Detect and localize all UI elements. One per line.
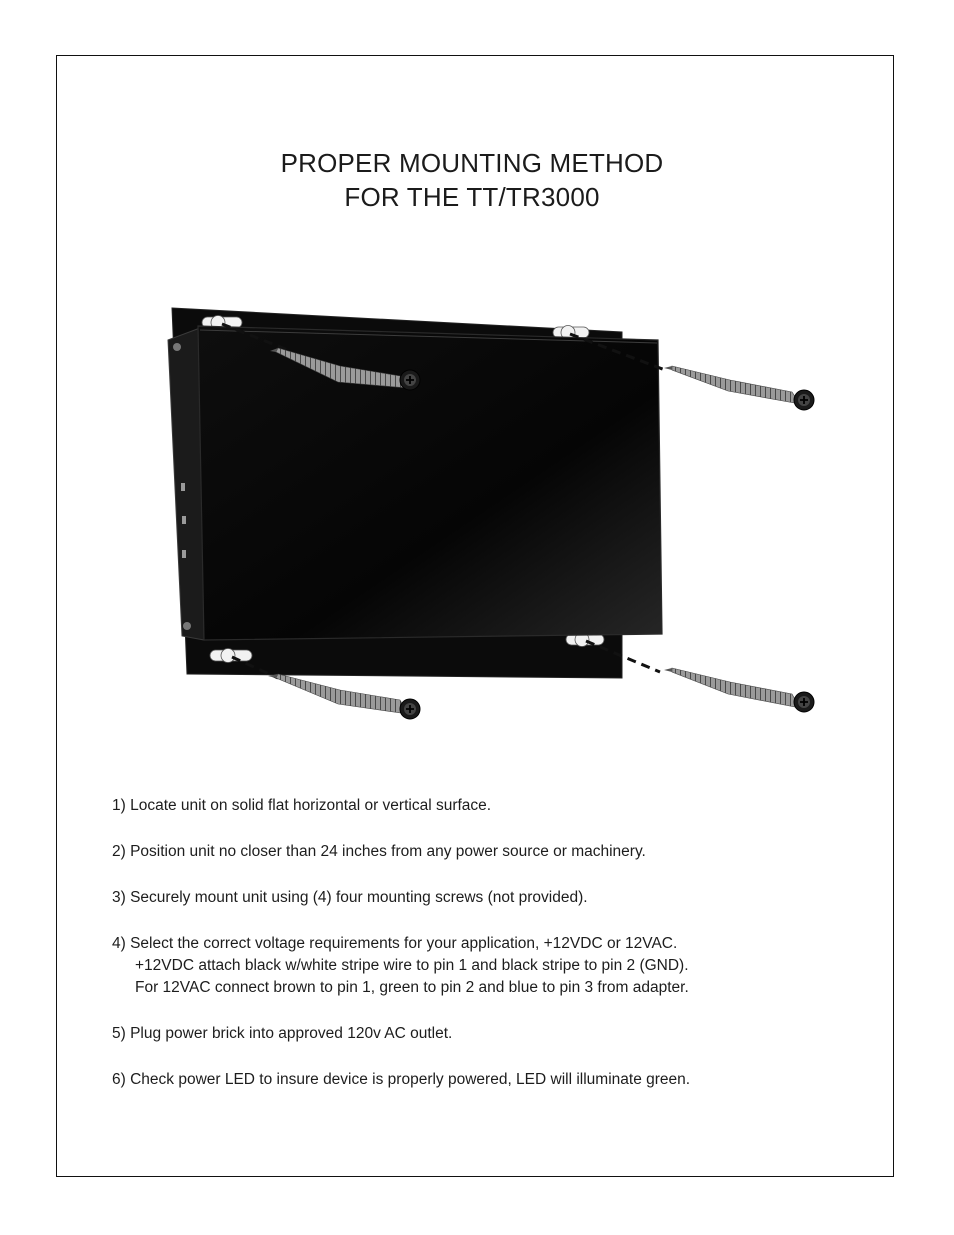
mounting-diagram-icon (160, 300, 830, 740)
title-line-2: FOR THE TT/TR3000 (344, 182, 600, 212)
step-2: 2) Position unit no closer than 24 inches from any power source or machinery. (112, 843, 646, 860)
screw-bottom-left-icon (268, 674, 420, 719)
step-4-line: 4) Select the correct voltage requirements for your application, +12VDC or 12VAC. (112, 935, 678, 952)
screw-bottom-right-icon (664, 668, 814, 712)
page-title (0, 146, 944, 214)
mounting-diagram (160, 300, 830, 740)
enclosure-body (198, 326, 662, 640)
screw-top-right-icon (664, 366, 814, 410)
step-4-dc-wiring: +12VDC attach black w/white stripe wire to pin 1 and black stripe to pin 2 (GND). (135, 957, 689, 974)
step-6: 6) Check power LED to insure device is properly powered, LED will illuminate green. (112, 1071, 691, 1088)
step-3: 3) Securely mount unit using (4) four mounting screws (not provided). (112, 889, 588, 906)
title-line-1: PROPER MOUNTING METHOD (280, 148, 664, 178)
instruction-list (112, 795, 872, 1115)
step-1: 1) Locate unit on solid flat horizontal or vertical surface. (112, 797, 492, 814)
step-4 (112, 933, 872, 999)
mounting-slot-bottom-left (210, 649, 252, 663)
step-4-ac-wiring: For 12VAC connect brown to pin 1, green to pin 2 and blue to pin 3 from adapter. (135, 979, 689, 996)
step-5: 5) Plug power brick into approved 120v AC outlet. (112, 1025, 453, 1042)
